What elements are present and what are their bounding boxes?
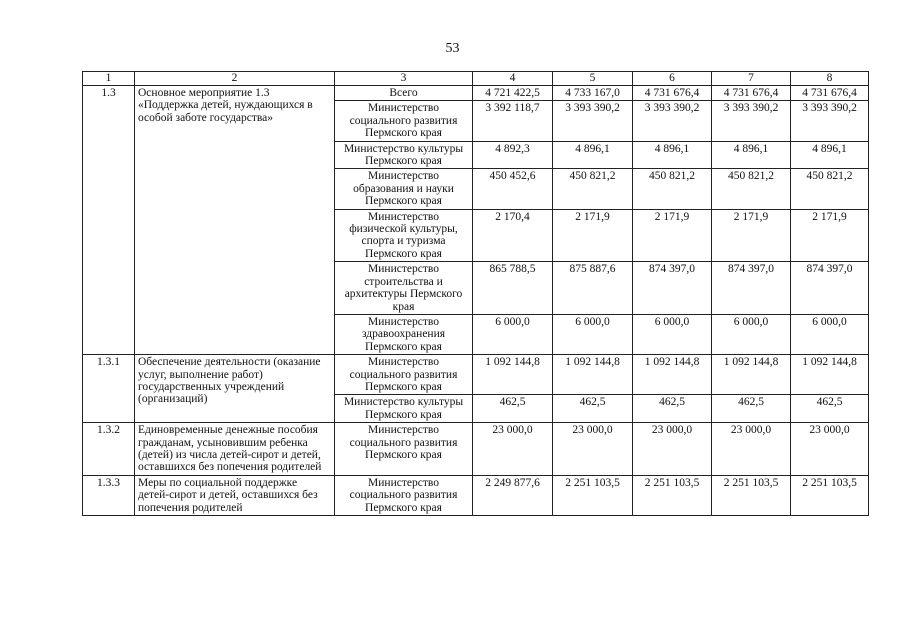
organization: Министерство строительства и архитектуры Пермского края [335, 262, 473, 315]
amount-cell: 3 393 390,2 [553, 101, 633, 141]
header-cell: 6 [633, 72, 712, 86]
amount-cell: 874 397,0 [712, 262, 791, 315]
amount-cell: 450 821,2 [712, 169, 791, 209]
amount-cell: 3 393 390,2 [712, 101, 791, 141]
amount-cell: 3 393 390,2 [633, 101, 712, 141]
header-cell: 7 [712, 72, 791, 86]
amount-cell: 6 000,0 [712, 314, 791, 354]
amount-cell: 23 000,0 [791, 423, 869, 476]
organization: Министерство социального развития Пермского края [335, 475, 473, 515]
organization: Министерство здравоохранения Пермского края [335, 314, 473, 354]
organization: Всего [335, 86, 473, 101]
amount-cell: 1 092 144,8 [473, 355, 553, 395]
page-number: 53 [445, 41, 460, 56]
header-cell: 8 [791, 72, 869, 86]
amount-cell: 462,5 [633, 395, 712, 423]
amount-cell: 2 251 103,5 [553, 475, 633, 515]
amount-cell: 6 000,0 [633, 314, 712, 354]
amount-cell: 23 000,0 [712, 423, 791, 476]
amount-cell: 2 251 103,5 [633, 475, 712, 515]
amount-cell: 462,5 [791, 395, 869, 423]
table-row [83, 86, 869, 101]
amount-cell: 2 171,9 [712, 209, 791, 262]
amount-cell: 4 731 676,4 [633, 86, 712, 101]
amount-cell: 2 170,4 [473, 209, 553, 262]
organization: Министерство физической культуры, спорта и туризма Пермского края [335, 209, 473, 262]
amount-cell: 4 896,1 [791, 141, 869, 169]
header-cell: 1 [83, 72, 135, 86]
amount-cell: 450 821,2 [633, 169, 712, 209]
amount-cell: 1 092 144,8 [553, 355, 633, 395]
item-name: Обеспечение деятельности (оказание услуг, выполнение работ) государственных учреждений (организаций) [135, 355, 335, 423]
amount-cell: 23 000,0 [473, 423, 553, 476]
item-code: 1.3 [83, 86, 135, 355]
amount-cell: 1 092 144,8 [791, 355, 869, 395]
amount-cell: 2 171,9 [553, 209, 633, 262]
amount-cell: 23 000,0 [633, 423, 712, 476]
amount-cell: 4 892,3 [473, 141, 553, 169]
header-cell: 4 [473, 72, 553, 86]
amount-cell: 874 397,0 [633, 262, 712, 315]
amount-cell: 1 092 144,8 [633, 355, 712, 395]
table-row [83, 475, 869, 515]
amount-cell: 865 788,5 [473, 262, 553, 315]
amount-cell: 462,5 [473, 395, 553, 423]
amount-cell: 2 251 103,5 [791, 475, 869, 515]
organization: Министерство культуры Пермского края [335, 395, 473, 423]
amount-cell: 4 731 676,4 [712, 86, 791, 101]
amount-cell: 2 249 877,6 [473, 475, 553, 515]
header-row [83, 72, 869, 86]
amount-cell: 2 251 103,5 [712, 475, 791, 515]
header-cell: 3 [335, 72, 473, 86]
amount-cell: 23 000,0 [553, 423, 633, 476]
amount-cell: 450 821,2 [553, 169, 633, 209]
amount-cell: 4 896,1 [633, 141, 712, 169]
amount-cell: 4 896,1 [553, 141, 633, 169]
organization: Министерство культуры Пермского края [335, 141, 473, 169]
amount-cell: 3 392 118,7 [473, 101, 553, 141]
table-row [83, 355, 869, 395]
table-row [83, 423, 869, 476]
organization: Министерство социального развития Пермского края [335, 101, 473, 141]
amount-cell: 6 000,0 [791, 314, 869, 354]
item-code: 1.3.1 [83, 355, 135, 423]
organization: Министерство образования и науки Пермского края [335, 169, 473, 209]
amount-cell: 450 821,2 [791, 169, 869, 209]
item-name: Меры по социальной поддержке детей-сирот и детей, оставшихся без попечения родителей [135, 475, 335, 515]
amount-cell: 462,5 [712, 395, 791, 423]
amount-cell: 1 092 144,8 [712, 355, 791, 395]
amount-cell: 2 171,9 [633, 209, 712, 262]
amount-cell: 450 452,6 [473, 169, 553, 209]
header-cell: 2 [135, 72, 335, 86]
amount-cell: 4 731 676,4 [791, 86, 869, 101]
item-name: Основное мероприятие 1.3 «Поддержка детей, нуждающихся в особой заботе государства» [135, 86, 335, 355]
amount-cell: 875 887,6 [553, 262, 633, 315]
item-code: 1.3.3 [83, 475, 135, 515]
amount-cell: 4 896,1 [712, 141, 791, 169]
amount-cell: 2 171,9 [791, 209, 869, 262]
budget-table [82, 71, 869, 516]
amount-cell: 4 721 422,5 [473, 86, 553, 101]
amount-cell: 4 733 167,0 [553, 86, 633, 101]
amount-cell: 6 000,0 [473, 314, 553, 354]
item-code: 1.3.2 [83, 423, 135, 476]
organization: Министерство социального развития Пермского края [335, 355, 473, 395]
item-name: Единовременные денежные пособия гражданам, усыновившим ребенка (детей) из числа детей-сирот и детей, оставшихся без попечения родителей [135, 423, 335, 476]
amount-cell: 874 397,0 [791, 262, 869, 315]
header-cell: 5 [553, 72, 633, 86]
amount-cell: 3 393 390,2 [791, 101, 869, 141]
organization: Министерство социального развития Пермского края [335, 423, 473, 476]
amount-cell: 462,5 [553, 395, 633, 423]
amount-cell: 6 000,0 [553, 314, 633, 354]
